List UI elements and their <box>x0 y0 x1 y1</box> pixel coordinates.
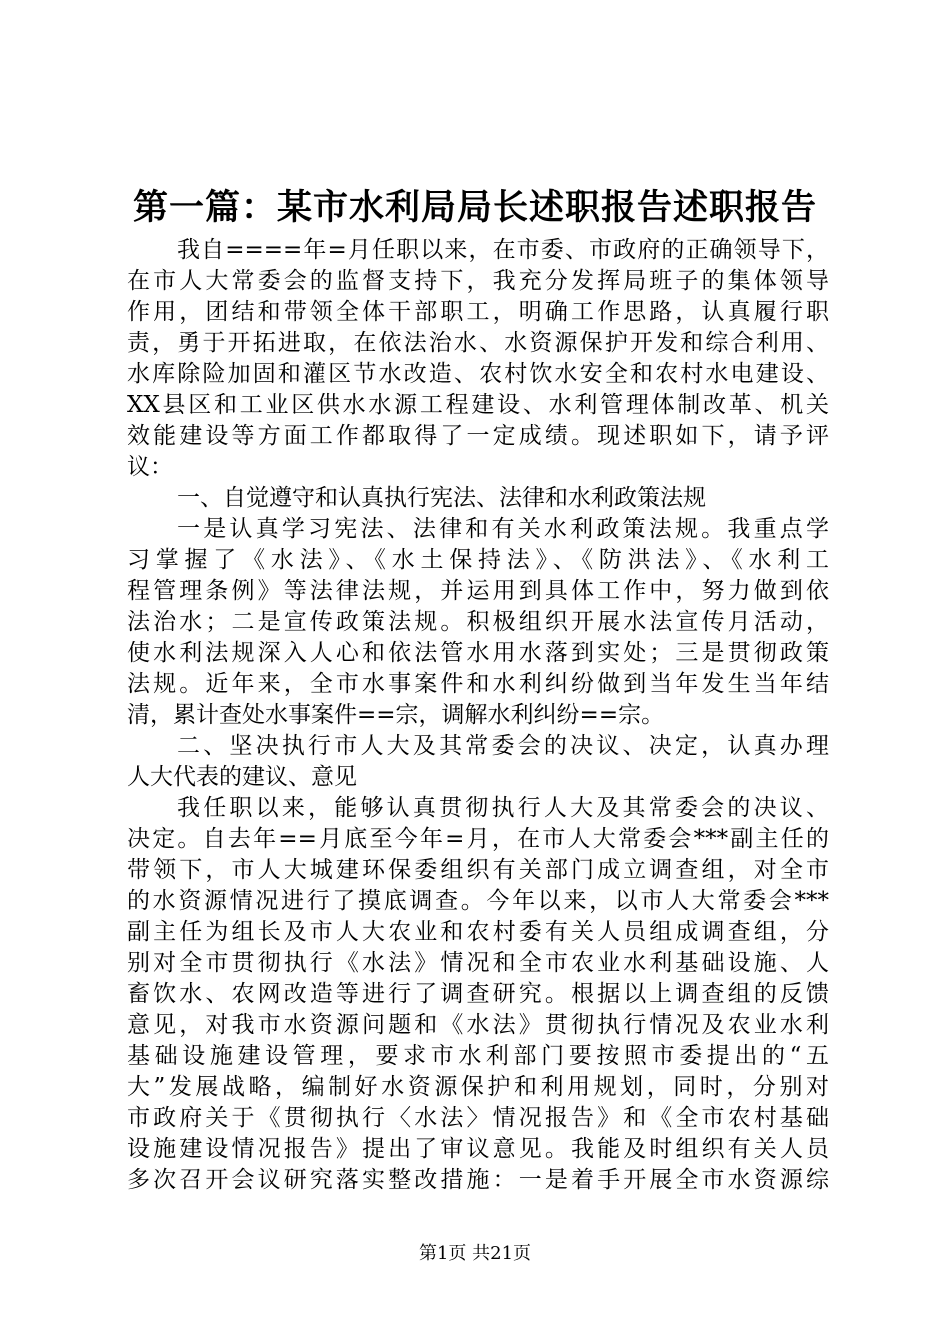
body-line: 我任职以来，能够认真贯彻执行人大及其常委会的决议、 <box>177 795 829 821</box>
body-line: 作用，团结和带领全体干部职工，明确工作思路，认真履行职 <box>127 299 829 325</box>
body-line: 的水资源情况进行了摸底调查。今年以来，以市人大常委会*** <box>127 888 829 914</box>
body-line: XX县区和工业区供水水源工程建设、水利管理体制改革、机关 <box>127 392 829 418</box>
section-heading: 二、坚决执行市人大及其常委会的决议、决定，认真办理 <box>177 733 829 759</box>
body-line: 效能建设等方面工作都取得了一定成绩。现述职如下，请予评 <box>127 423 829 449</box>
body-line: 市政府关于《贯彻执行〈水法〉情况报告》和《全市农村基础 <box>127 1105 829 1131</box>
body-line: 使水利法规深入人心和依法管水用水落到实处；三是贯彻政策 <box>127 640 829 666</box>
body-line: 清，累计查处水事案件==宗，调解水利纠纷==宗。 <box>127 702 665 728</box>
body-line: 基础设施建设管理，要求市水利部门要按照市委提出的“五 <box>127 1043 829 1069</box>
body-line: 议： <box>127 454 173 480</box>
body-line: 责，勇于开拓进取，在依法治水、水资源保护开发和综合利用、 <box>127 330 829 356</box>
body-line: 决定。自去年==月底至今年=月，在市人大常委会***副主任的 <box>127 826 829 852</box>
body-line: 法治水；二是宣传政策法规。积极组织开展水法宣传月活动， <box>127 609 829 635</box>
body-line: 法规。近年来，全市水事案件和水利纠纷做到当年发生当年结 <box>127 671 829 697</box>
body-line: 在市人大常委会的监督支持下，我充分发挥局班子的集体领导 <box>127 268 829 294</box>
section-heading: 人大代表的建议、意见 <box>127 764 357 790</box>
body-line: 一是认真学习宪法、法律和有关水利政策法规。我重点学 <box>177 516 829 542</box>
document-body <box>127 235 829 1196</box>
body-line: 多次召开会议研究落实整改措施：一是着手开展全市水资源综 <box>127 1167 829 1193</box>
page-number: 第1页 共21页 <box>418 1243 532 1264</box>
body-line: 别对全市贯彻执行《水法》情况和全市农业水利基础设施、人 <box>127 950 829 976</box>
body-line: 大”发展战略，编制好水资源保护和利用规划，同时，分别对 <box>127 1074 829 1100</box>
body-line: 我自====年=月任职以来，在市委、市政府的正确领导下， <box>177 237 829 263</box>
body-line: 畜饮水、农网改造等进行了调查研究。根据以上调查组的反馈 <box>127 981 829 1007</box>
body-line: 习掌握了《水法》、《水土保持法》、《防洪法》、《水利工 <box>127 547 829 573</box>
body-line: 程管理条例》等法律法规，并运用到具体工作中，努力做到依 <box>127 578 829 604</box>
body-line: 意见，对我市水资源问题和《水法》贯彻执行情况及农业水利 <box>127 1012 829 1038</box>
body-line: 带领下，市人大城建环保委组织有关部门成立调查组，对全市 <box>127 857 829 883</box>
body-line: 设施建设情况报告》提出了审议意见。我能及时组织有关人员 <box>127 1136 829 1162</box>
body-line: 副主任为组长及市人大农业和农村委有关人员组成调查组，分 <box>127 919 829 945</box>
section-heading: 一、自觉遵守和认真执行宪法、法律和水利政策法规 <box>177 485 706 511</box>
body-line: 水库除险加固和灌区节水改造、农村饮水安全和农村水电建设、 <box>127 361 829 387</box>
document-title: 第一篇：某市水利局局长述职报告述职报告 <box>132 187 817 228</box>
